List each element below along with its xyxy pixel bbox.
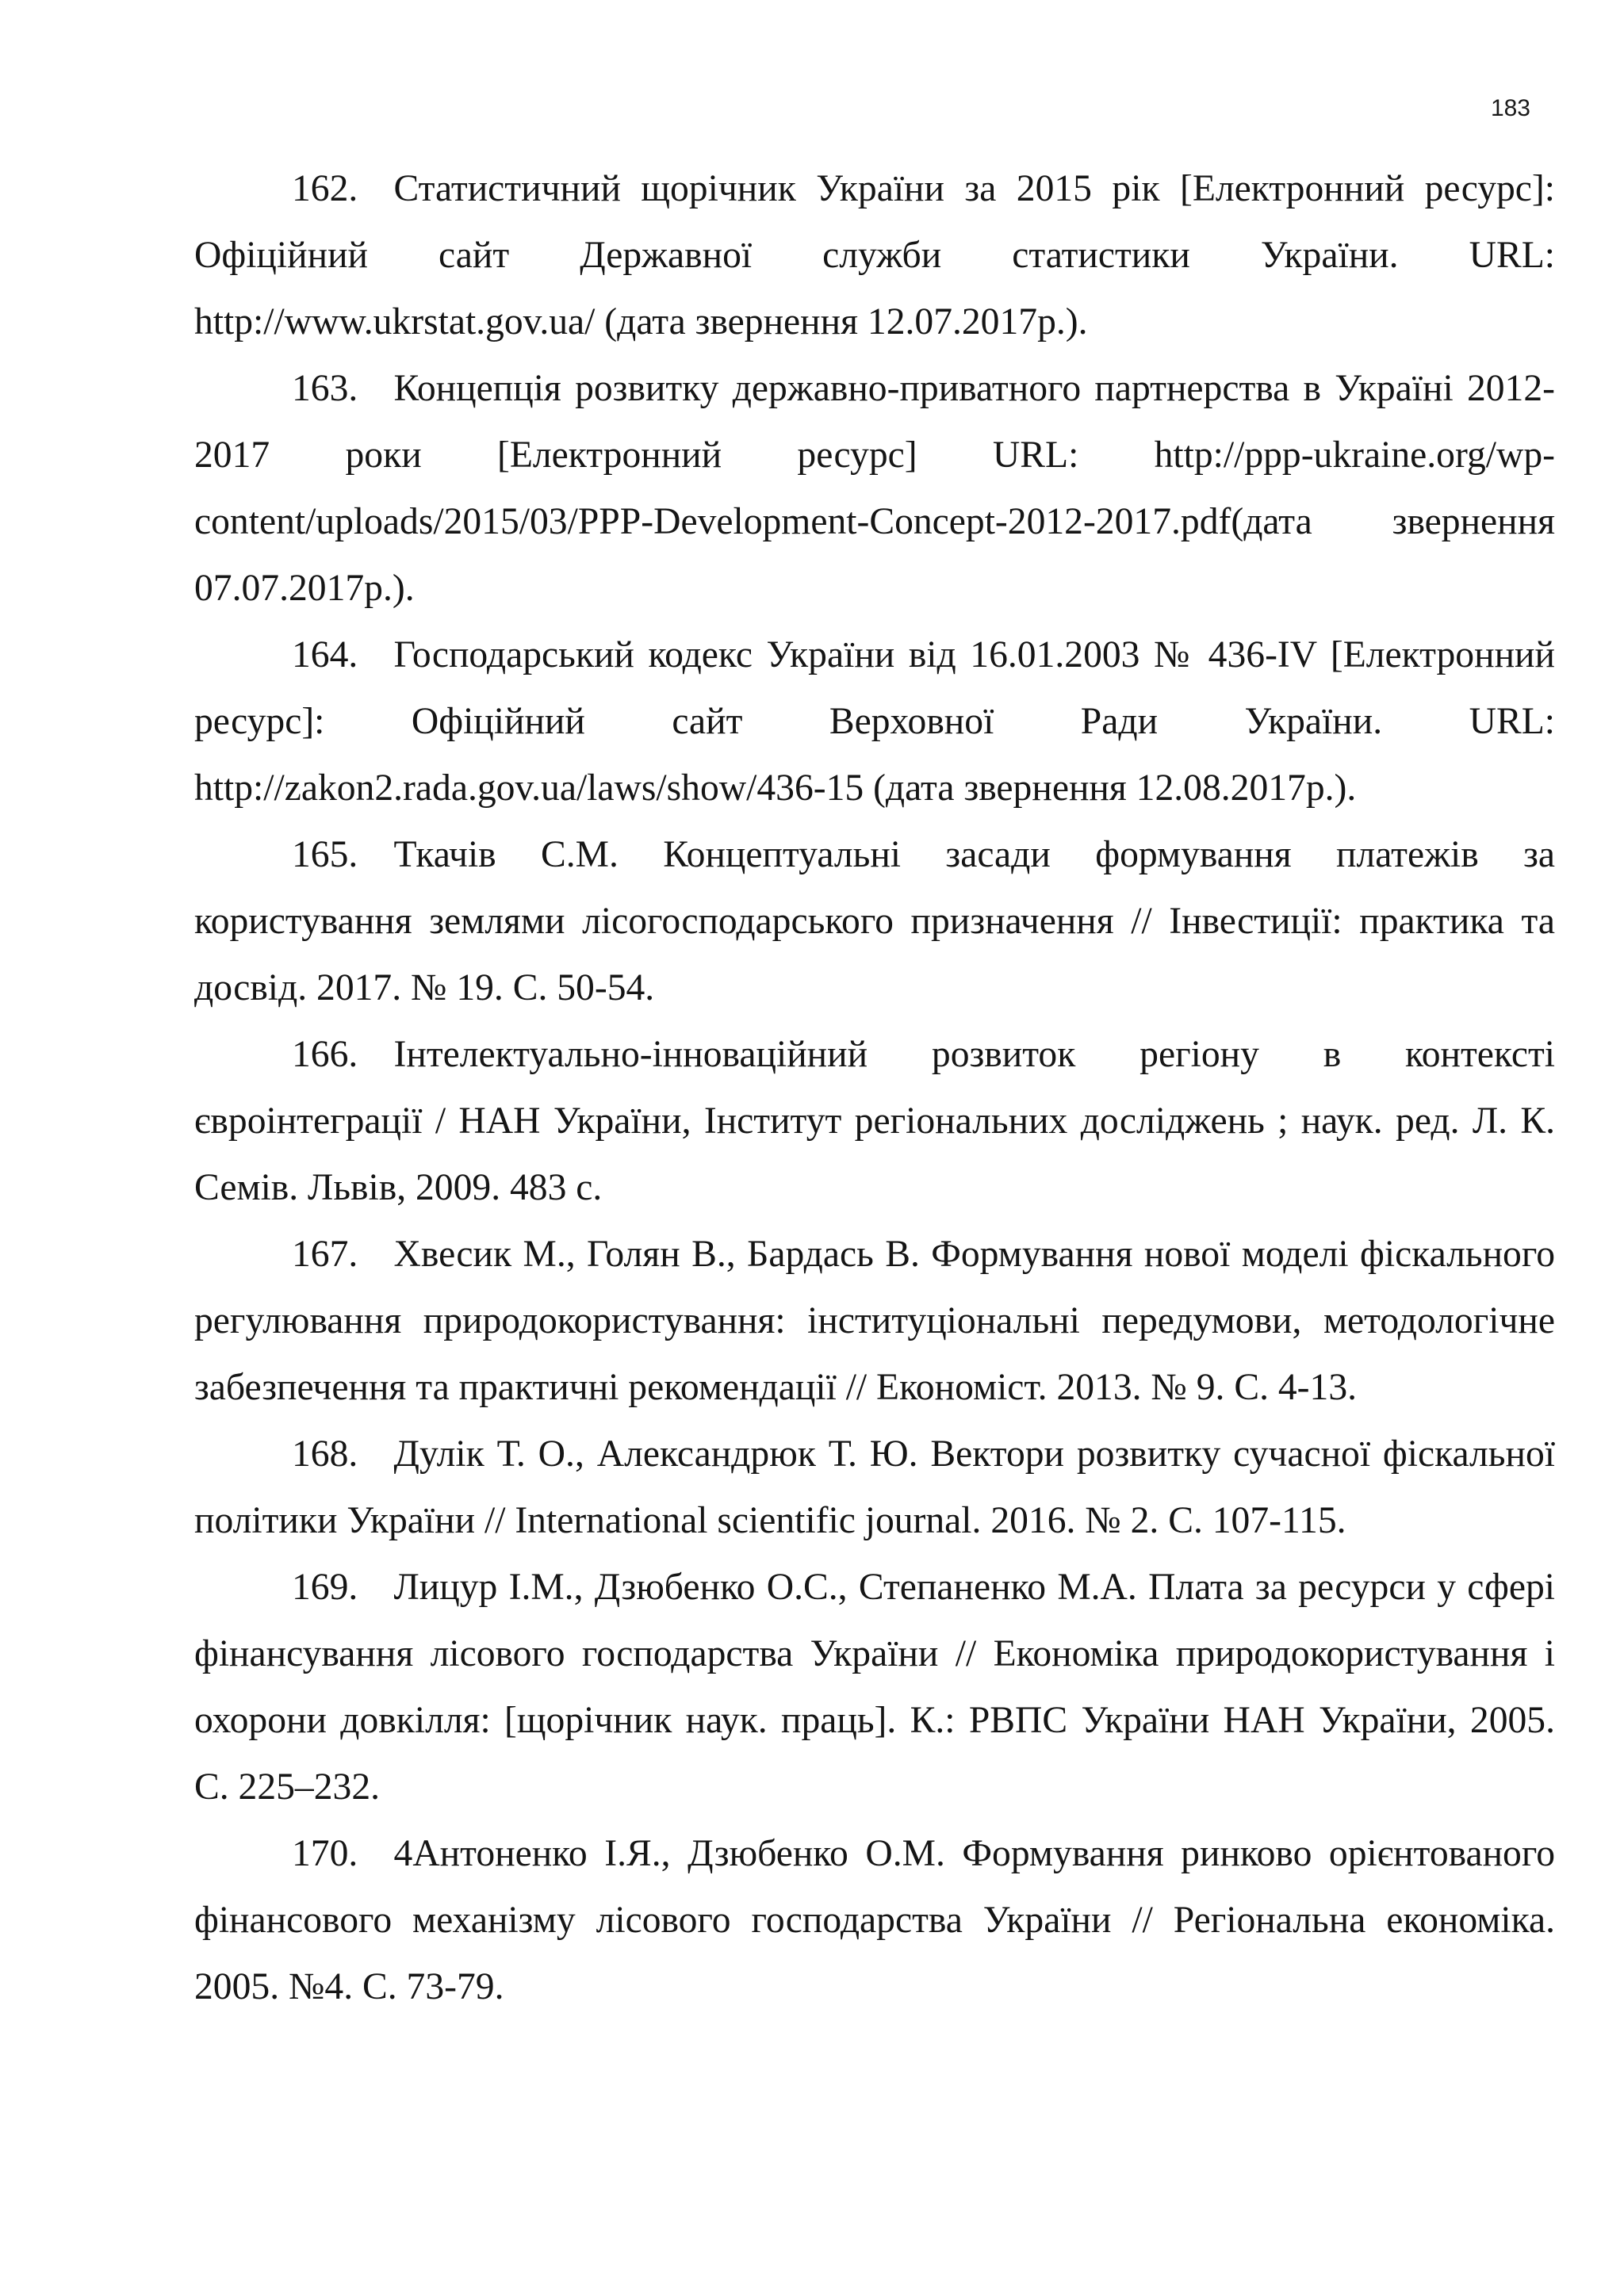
reference-number: 170. [292,1833,358,1874]
reference-number: 166. [292,1034,358,1075]
reference-text: 4Антоненко І.Я., Дзюбенко О.М. Формування ринково орієнтованого фінансового механізму лісового господарства України // Регіональна економіка. 2005. №4. С. 73-79. [194,1833,1555,2007]
reference-text: Інтелектуально-інноваційний розвиток регіону в контексті євроінтеграції / НАН України, Інститут регіональних досліджень ; наук. ред. Л. К. Семів. Львів, 2009. 483 с. [194,1034,1555,1208]
reference-number: 164. [292,634,358,675]
reference-number: 167. [292,1234,358,1275]
reference-text: Статистичний щорічник України за 2015 рік [Електронний ресурс]: Офіційний сайт Державної служби статистики України. URL: http://www.ukrstat.gov.ua/ (дата звернення 12.07.2017р.). [194,168,1555,342]
reference-number: 165. [292,834,358,875]
reference-number: 162. [292,168,358,209]
reference-item-164 [194,622,1555,821]
reference-text: Дулік Т. О., Александрюк Т. Ю. Вектори розвитку сучасної фіскальної політики України // International scientific journal. 2016. № 2. С. 107-115. [194,1433,1555,1541]
reference-number: 168. [292,1433,358,1475]
reference-number: 169. [292,1567,358,1608]
reference-item-167 [194,1221,1555,1421]
reference-text: Ткачів С.М. Концептуальні засади формування платежів за користування землями лісогосподарського призначення // Інвестиції: практика та досвід. 2017. № 19. С. 50-54. [194,834,1555,1008]
reference-item-166 [194,1021,1555,1221]
reference-item-169 [194,1554,1555,1820]
reference-item-163 [194,355,1555,622]
reference-list [194,155,1555,2020]
reference-item-162 [194,155,1555,355]
reference-text: Хвесик М., Голян В., Бардась В. Формування нової моделі фіскального регулювання природокористування: інституціональні передумови, методологічне забезпечення та практичні рекомендації // Економіст. 2013. № 9. С. 4-13. [194,1234,1555,1408]
reference-text: Господарський кодекс України від 16.01.2003 № 436-IV [Електронний ресурс]: Офіційний сайт Верховної Ради України. URL: http://zakon2.rada.gov.ua/laws/show/436-15 (дата звернення 12.08.2017р.). [194,634,1555,809]
page-number: 183 [1490,95,1530,121]
reference-item-168 [194,1421,1555,1554]
reference-number: 163. [292,368,358,409]
reference-item-170 [194,1820,1555,2020]
reference-item-165 [194,821,1555,1021]
reference-text: Лицур І.М., Дзюбенко О.С., Степаненко М.А. Плата за ресурси у сфері фінансування лісового господарства України // Економіка природокористування і охорони довкілля: [щорічник наук. праць]. К.: РВПС України НАН України, 2005. С. 225–232. [194,1567,1555,1808]
reference-text: Концепція розвитку державно-приватного партнерства в Україні 2012-2017 роки [Електронний ресурс] URL: http://ppp-ukraine.org/wp-content/uploads/2015/03/PPP-Development-Concept-2012-2017.pdf(дата звернення 07.07.2017р.). [194,368,1555,609]
